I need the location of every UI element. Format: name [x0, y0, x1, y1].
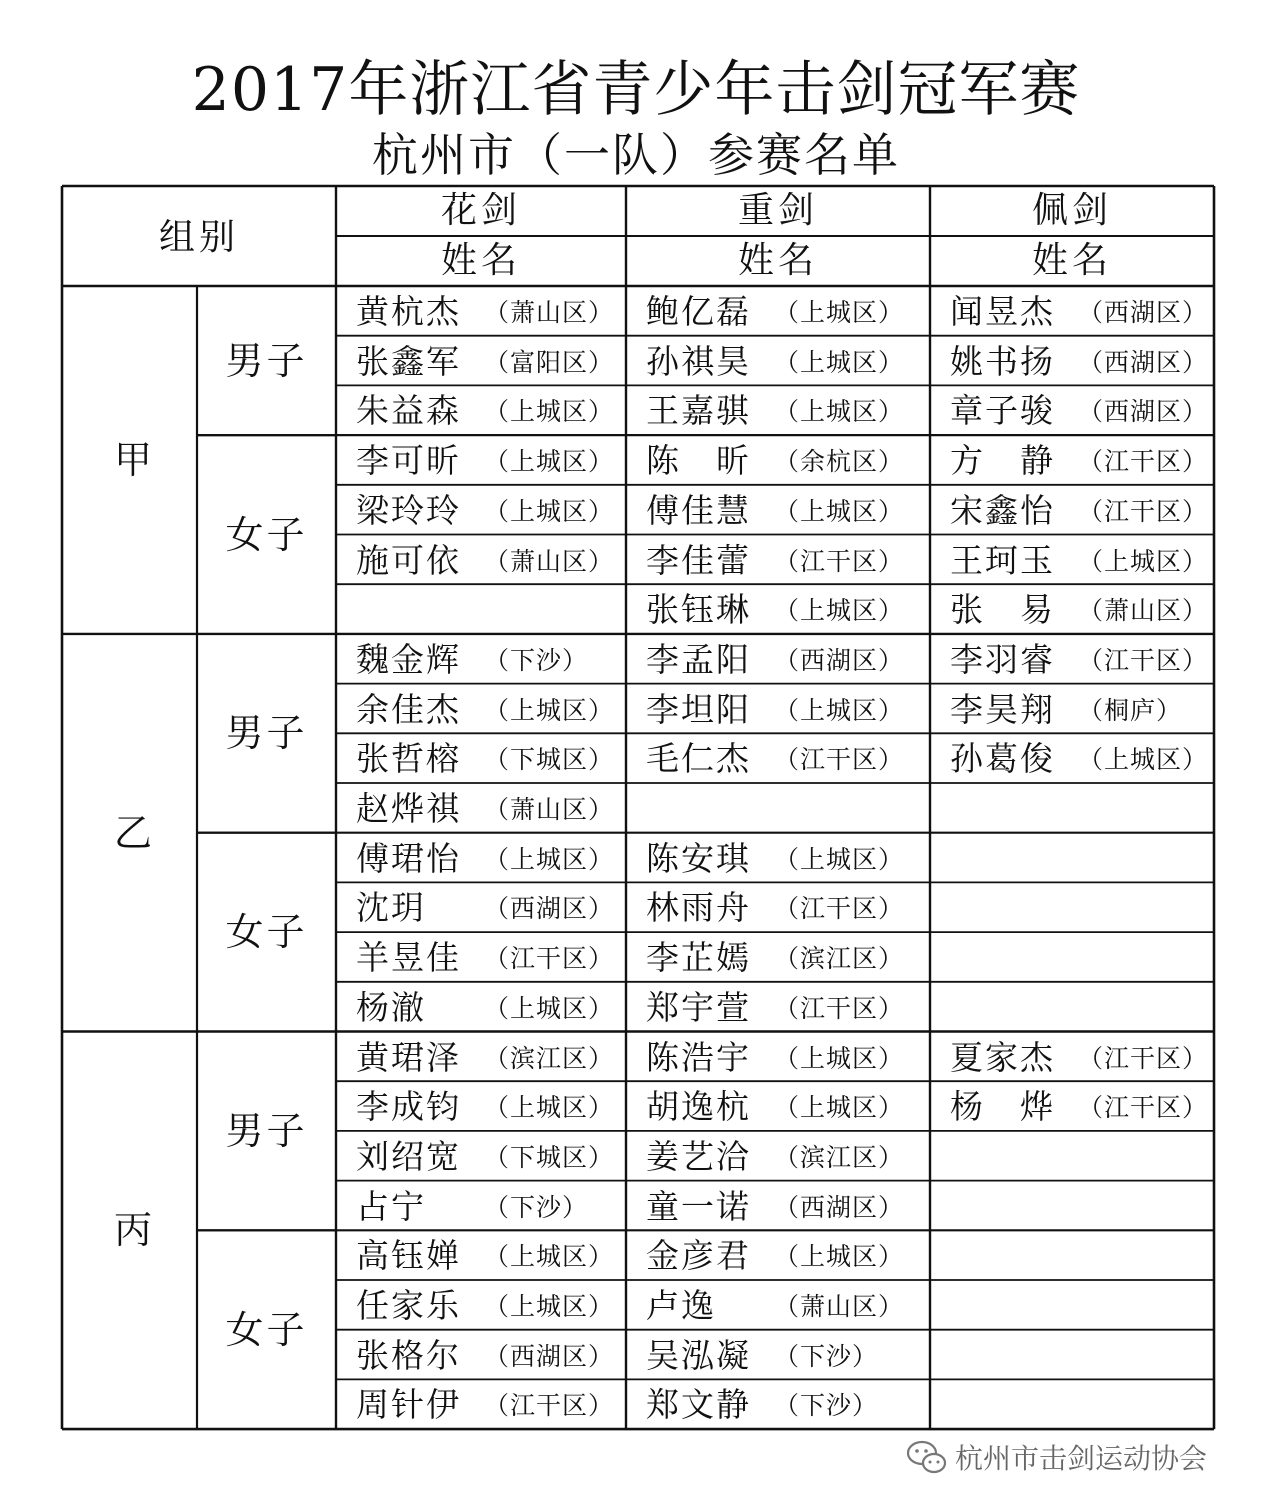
athlete-name: 章子骏 — [950, 391, 1055, 431]
athlete-name: 卢逸 — [646, 1286, 716, 1325]
athlete-name: 金彦君 — [646, 1236, 751, 1276]
athlete-name: 闻昱杰 — [950, 292, 1055, 331]
gender-label: 女子 — [225, 910, 308, 955]
athlete-district: （上城区） — [774, 1242, 905, 1272]
gender-label: 男子 — [225, 1108, 308, 1153]
athlete-district: （桐庐） — [1078, 695, 1183, 725]
athlete-name: 李成钧 — [356, 1087, 461, 1127]
athlete-name: 李昊翔 — [950, 689, 1055, 729]
athlete-name: 余佳杰 — [356, 689, 461, 729]
athlete-district: （萧山区） — [484, 298, 615, 327]
athlete-district: （江干区） — [774, 546, 905, 576]
athlete-district: （上城区） — [1078, 546, 1209, 576]
athlete-name: 毛仁杰 — [646, 739, 751, 779]
athlete-name: 刘绍宽 — [356, 1136, 461, 1176]
athlete-district: （上城区） — [774, 298, 905, 327]
athlete-name: 陈 昕 — [646, 441, 751, 481]
athlete-name: 宋鑫怡 — [950, 490, 1055, 530]
athlete-district: （下沙） — [774, 1391, 879, 1421]
athlete-district: （西湖区） — [774, 1192, 905, 1222]
athlete-district: （下城区） — [484, 1142, 615, 1172]
athlete-district: （上城区） — [774, 695, 905, 725]
athlete-name: 鲍亿磊 — [646, 292, 751, 331]
athlete-name: 陈安琪 — [646, 838, 751, 878]
athlete-district: （江干区） — [1078, 645, 1209, 675]
athlete-name: 傅珺怡 — [356, 838, 461, 878]
athlete-district: （西湖区） — [1078, 298, 1209, 327]
gender-label: 男子 — [225, 338, 308, 383]
athlete-district: （上城区） — [774, 496, 905, 526]
group-header: 组别 — [158, 217, 239, 258]
athlete-district: （江干区） — [774, 894, 905, 924]
name-header: 姓名 — [737, 240, 818, 281]
wechat-icon — [905, 1437, 949, 1477]
age-group-label: 丙 — [114, 1208, 153, 1253]
athlete-name: 李孟阳 — [646, 639, 751, 679]
athlete-district: （江干区） — [774, 993, 905, 1023]
athlete-name: 黄珺泽 — [356, 1037, 461, 1077]
athlete-name: 朱益森 — [356, 391, 461, 431]
athlete-name: 施可依 — [356, 540, 461, 580]
athlete-name: 赵烨祺 — [356, 789, 461, 828]
athlete-district: （下沙） — [484, 1192, 589, 1222]
athlete-name: 李芷嫣 — [646, 938, 751, 978]
athlete-district: （下沙） — [484, 645, 589, 675]
athlete-name: 王嘉骐 — [646, 391, 751, 431]
page-title: 2017年浙江省青少年击剑冠军赛 — [191, 55, 1081, 125]
athlete-district: （西湖区） — [484, 1341, 615, 1371]
athlete-district: （上城区） — [484, 496, 615, 526]
athlete-district: （萧山区） — [484, 795, 615, 824]
athlete-name: 孙祺昊 — [646, 341, 751, 381]
athlete-district: （江干区） — [484, 1391, 615, 1421]
athlete-district: （下城区） — [484, 745, 615, 775]
weapon-header: 佩剑 — [1031, 190, 1112, 231]
athlete-name: 张哲榕 — [356, 739, 461, 779]
athlete-name: 夏家杰 — [950, 1037, 1055, 1077]
athlete-name: 杨澈 — [356, 987, 426, 1027]
athlete-name: 郑宇萱 — [646, 987, 751, 1027]
athlete-district: （江干区） — [484, 944, 615, 974]
athlete-name: 羊昱佳 — [356, 938, 461, 978]
athlete-district: （西湖区） — [484, 894, 615, 924]
gender-label: 男子 — [225, 711, 308, 756]
athlete-name: 姜艺洽 — [646, 1136, 751, 1176]
athlete-district: （上城区） — [484, 993, 615, 1023]
athlete-district: （上城区） — [774, 1093, 905, 1123]
athlete-name: 方 静 — [950, 441, 1055, 481]
athlete-district: （江干区） — [1078, 1043, 1209, 1073]
page-subtitle: 杭州市（一队）参赛名单 — [372, 128, 900, 182]
athlete-name: 李可昕 — [356, 441, 461, 481]
athlete-district: （上城区） — [774, 844, 905, 874]
athlete-district: （江干区） — [1078, 447, 1209, 477]
athlete-district: （滨江区） — [484, 1043, 615, 1073]
athlete-name: 吴泓凝 — [646, 1335, 751, 1375]
athlete-district: （上城区） — [484, 1093, 615, 1123]
gender-label: 女子 — [225, 1307, 308, 1352]
athlete-district: （滨江区） — [774, 1142, 905, 1172]
athlete-name: 梁玲玲 — [356, 490, 461, 530]
athlete-district: （余杭区） — [774, 447, 905, 477]
athlete-name: 孙葛俊 — [950, 739, 1055, 779]
athlete-name: 张鑫军 — [356, 341, 461, 381]
athlete-district: （江干区） — [1078, 1093, 1209, 1123]
athlete-district: （滨江区） — [774, 944, 905, 974]
athlete-district: （上城区） — [484, 447, 615, 477]
athlete-name: 张格尔 — [356, 1335, 461, 1375]
age-group-label: 乙 — [114, 810, 153, 855]
weapon-header: 花剑 — [440, 190, 521, 231]
athlete-name: 魏金辉 — [356, 639, 461, 679]
name-header: 姓名 — [1031, 240, 1112, 281]
athlete-name: 王珂玉 — [950, 540, 1055, 580]
athlete-district: （西湖区） — [1078, 397, 1209, 427]
athlete-name: 高钰婵 — [356, 1236, 461, 1276]
athlete-district: （上城区） — [1078, 745, 1209, 775]
athlete-name: 李坦阳 — [646, 689, 751, 729]
athlete-district: （富阳区） — [484, 347, 615, 377]
athlete-district: （上城区） — [774, 397, 905, 427]
athlete-district: （上城区） — [484, 1242, 615, 1272]
athlete-name: 周针伊 — [356, 1385, 461, 1425]
athlete-district: （西湖区） — [774, 645, 905, 675]
age-group-label: 甲 — [114, 437, 153, 482]
athlete-name: 李羽睿 — [950, 639, 1055, 679]
athlete-district: （下沙） — [774, 1341, 879, 1371]
name-header: 姓名 — [440, 240, 521, 281]
athlete-district: （上城区） — [484, 1292, 615, 1321]
gender-label: 女子 — [225, 512, 308, 557]
athlete-district: （萧山区） — [484, 546, 615, 576]
athlete-name: 童一诺 — [646, 1186, 751, 1226]
athlete-district: （江干区） — [774, 745, 905, 775]
athlete-district: （萧山区） — [1078, 596, 1209, 626]
athlete-district: （上城区） — [774, 347, 905, 377]
athlete-district: （上城区） — [484, 695, 615, 725]
athlete-district: （萧山区） — [774, 1292, 905, 1321]
athlete-name: 陈浩宇 — [646, 1037, 751, 1077]
athlete-name: 傅佳慧 — [646, 490, 751, 530]
athlete-district: （上城区） — [774, 1043, 905, 1073]
weapon-header: 重剑 — [737, 190, 818, 231]
athlete-district: （江干区） — [1078, 496, 1209, 526]
athlete-name: 郑文静 — [646, 1385, 751, 1425]
athlete-name: 姚书扬 — [950, 341, 1055, 381]
athlete-name: 李佳蕾 — [646, 540, 751, 580]
athlete-name: 任家乐 — [356, 1286, 461, 1325]
athlete-district: （西湖区） — [1078, 347, 1209, 377]
watermark-text: 杭州市击剑运动协会 — [955, 1442, 1208, 1475]
athlete-name: 胡逸杭 — [646, 1087, 751, 1127]
athlete-district: （上城区） — [484, 844, 615, 874]
athlete-district: （上城区） — [774, 596, 905, 626]
athlete-name: 占宁 — [356, 1186, 426, 1226]
watermark — [905, 1431, 1265, 1483]
athlete-name: 黄杭杰 — [356, 292, 461, 331]
athlete-name: 张钰琳 — [646, 590, 751, 630]
athlete-name: 沈玥 — [356, 888, 426, 928]
athlete-name: 杨 烨 — [950, 1087, 1055, 1127]
athlete-name: 林雨舟 — [646, 888, 751, 928]
athlete-name: 张 易 — [950, 590, 1055, 630]
athlete-district: （上城区） — [484, 397, 615, 427]
